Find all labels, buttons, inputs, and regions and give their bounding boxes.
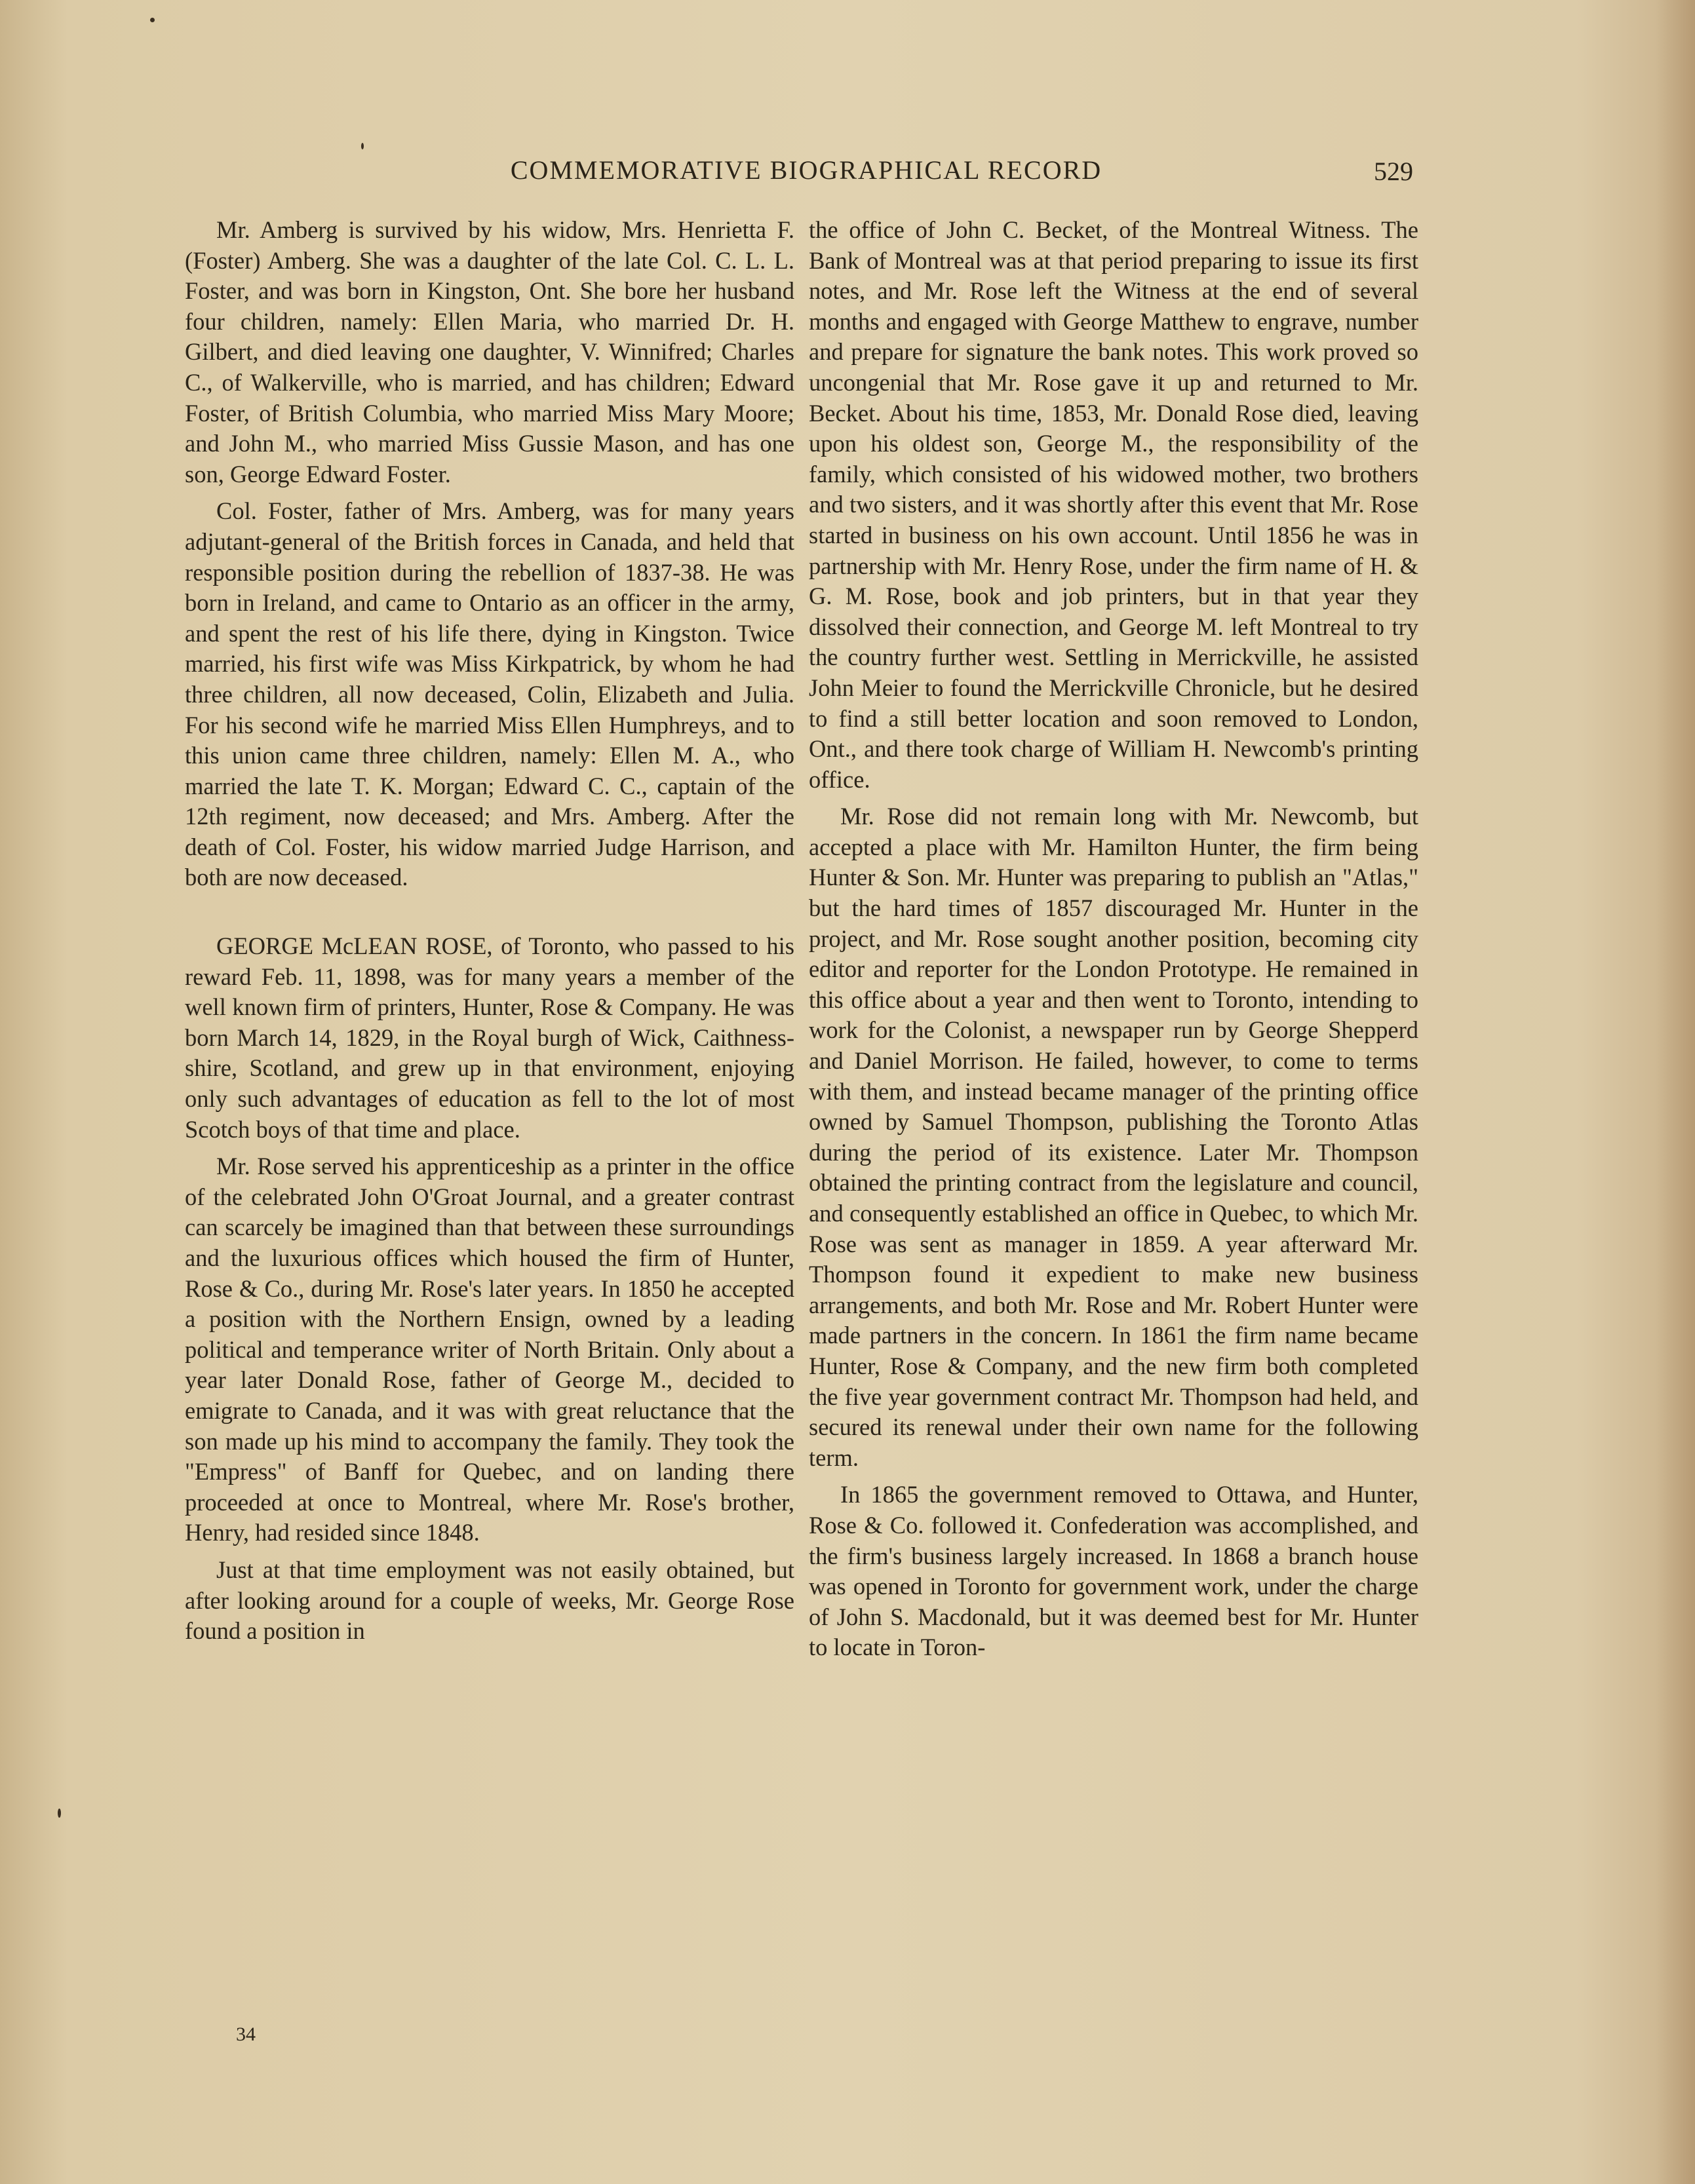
paragraph: Col. Foster, father of Mrs. Amberg, was for many years adjutant-general of the British forces in Canada, and held that responsible position during the rebellion of 1837-38. He was born in Ireland, and came to Ontario as an officer in the army, and spent the rest of his life there, dying in Kingston. Twice married, his first wife was Miss Kirkpatrick, by whom he had three children, all now deceased, Colin, Elizabeth and Julia. For his second wife he married Miss Ellen Humphreys, and to this union came three children, namely: Ellen M. A., who married the late T. K. Morgan; Edward C. C., captain of the 12th regiment, now deceased; and Mrs. Amberg. After the death of Col. Foster, his widow married Judge Harrison, and both are now deceased. <box>185 497 794 891</box>
paragraph: Mr. Amberg is survived by his widow, Mrs. Henrietta F. (Foster) Amberg. She was a daughter of the late Col. C. L. L. Foster, and was born in Kingston, Ont. She bore her husband four children, namely: Ellen Maria, who married Dr. H. Gilbert, and died leaving one daughter, V. Winnifred; Charles C., of Walkerville, who is married, and has children; Edward Foster, of British Columbia, who married Miss Mary Moore; and John M., who married Miss Gussie Mason, and has one son, George Edward Foster. <box>185 216 794 488</box>
paragraph: Just at that time employment was not easily obtained, but after looking around for a couple of weeks, Mr. George Rose found a position in <box>185 1556 794 1645</box>
ink-speck <box>361 143 364 149</box>
biography-heading-paragraph: GEORGE McLEAN ROSE, of Toronto, who passed to his reward Feb. 11, 1898, was for many years a member of the well known firm of printers, Hunter, Rose & Company. He was born March 14, 1829, in the Royal burgh of Wick, Caithness-shire, Scotland, and grew up in that environment, enjoying only such advantages of education as fell to the lot of most Scotch boys of that time and place. <box>185 932 794 1143</box>
paragraph: In 1865 the government removed to Ottawa, and Hunter, Rose & Co. followed it. Confederation was accomplished, and the firm's business largely increased. In 1868 a branch house was opened in Toronto for government work, under the charge of John S. Macdonald, but it was deemed best for Mr. Hunter to locate in Toron- <box>809 1481 1418 1661</box>
running-title: COMMEMORATIVE BIOGRAPHICAL RECORD <box>510 155 1102 185</box>
signature-mark: 34 <box>236 2023 256 2045</box>
ink-speck <box>150 18 155 22</box>
paragraph: Mr. Rose served his apprenticeship as a printer in the office of the celebrated John O'Groat Journal, and a greater contrast can scarcely be imagined than that between these surroundings and the luxurious offices which housed the firm of Hunter, Rose & Co., during Mr. Rose's later years. In 1850 he accepted a position with the Northern Ensign, owned by a leading political and temperance writer of North Britain. Only about a year later Donald Rose, father of George M., decided to emigrate to Canada, and it was with great reluctance that the son made up his mind to accompany the family. They took the "Empress" of Banff for Quebec, and on landing there proceeded at once to Montreal, where Mr. Rose's brother, Henry, had resided since 1848. <box>185 1153 794 1546</box>
ink-speck <box>58 1809 61 1818</box>
left-column <box>185 215 794 1653</box>
page-number: 529 <box>1374 157 1413 186</box>
paragraph: the office of John C. Becket, of the Montreal Witness. The Bank of Montreal was at that period preparing to issue its first notes, and Mr. Rose left the Witness at the end of several months and engaged with George Matthew to engrave, number and prepare for signature the bank notes. This work proved so uncongenial that Mr. Rose gave it up and returned to Mr. Becket. About his time, 1853, Mr. Donald Rose died, leaving upon his oldest son, George M., the responsibility of the family, which consisted of his widowed mother, two brothers and two sisters, and it was shortly after this event that Mr. Rose started in business on his own account. Until 1856 he was in partnership with Mr. Henry Rose, under the firm name of H. & G. M. Rose, book and job printers, but in that year they dissolved their connection, and George M. left Montreal to try the country further west. Settling in Merrickville, he assisted John Meier to found the Merrickville Chronicle, but he desired to find a still better location and soon removed to London, Ont., and there took charge of William H. Newcomb's printing office. <box>809 216 1418 793</box>
right-column <box>809 215 1418 1670</box>
paragraph: Mr. Rose did not remain long with Mr. Newcomb, but accepted a place with Mr. Hamilton Hunter, the firm being Hunter & Son. Mr. Hunter was preparing to publish an "Atlas," but the hard times of 1857 discouraged Mr. Hunter in the project, and Mr. Rose sought another position, becoming city editor and reporter for the London Prototype. He remained in this office about a year and then went to Toronto, intending to work for the Colonist, a newspaper run by George Shepperd and Daniel Morrison. He failed, however, to come to terms with them, and instead became manager of the printing office owned by Samuel Thompson, publishing the Toronto Atlas during the period of its existence. Later Mr. Thompson obtained the printing contract from the legislature and council, and consequently established an office in Quebec, to which Mr. Rose was sent as manager in 1859. A year afterward Mr. Thompson found it expedient to make new business arrangements, and both Mr. Rose and Mr. Robert Hunter were made partners in the concern. In 1861 the firm name became Hunter, Rose & Company, and the new firm both completed the five year government contract Mr. Thompson had held, and secured its renewal under their own name for the following term. <box>809 803 1418 1471</box>
